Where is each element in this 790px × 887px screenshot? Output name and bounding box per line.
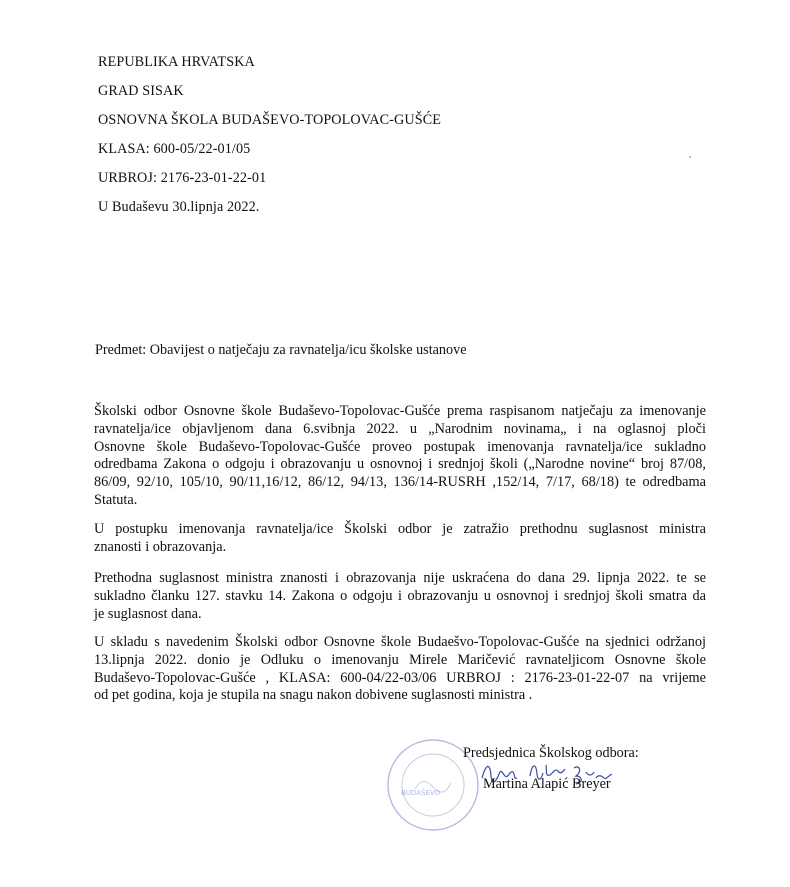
paragraph-line: Školski odbor Osnovne škole Budaševo-Topolovac-Gušće prema raspisanom natječaju za imenovanje [94,403,706,419]
paragraph-line: Prethodna suglasnost ministra znanosti i obrazovanja nije uskraćena do dana 29. lipnja 2022. te se [94,570,706,586]
paragraph-line: je suglasnost dana. [94,605,202,622]
paragraph-line: odredbama Zakona o odgoju i obrazovanju u osnovnoj i srednjoj školi („Narodne novine“ broj 87/08, [94,456,706,473]
paragraph-line: Osnovne škole Budaševo-Topolovac-Gušće proveo postupak imenovanja ravnatelja/ice sukladno [94,438,706,455]
paragraph-line: 13.lipnja 2022. donio je Odluku o imenovanju Mirele Maričević ravnateljicom Osnovne škole [94,651,706,668]
paragraph-line: sukladno članku 127. stavku 14. Zakona o odgoju i obrazovanju u osnovnoj i srednjoj školi smatra da [94,587,706,604]
paragraph-line: Statuta. [94,491,138,508]
header-school-name: OSNOVNA ŠKOLA BUDAŠEVO-TOPOLOVAC-GUŠĆE [98,112,442,128]
paragraph-line: znanosti i obrazovanja. [94,538,227,555]
signatory-name: Martina Alapić Breyer [483,776,611,792]
paragraph-line: od pet godina, koja je stupila na snagu nakon dobivene suglasnosti ministra . [94,687,533,704]
scan-speck [689,156,691,158]
header-place-date: U Budaševu 30.lipnja 2022. [98,199,260,215]
paragraph-line: 86/09, 92/10, 105/10, 90/11,16/12, 86/12, 94/13, 136/14-RUSRH ,152/14, 7/17, 68/18) te odredbama [94,474,706,491]
header-urbroj: URBROJ: 2176-23-01-22-01 [98,170,267,186]
header-country: REPUBLIKA HRVATSKA [98,54,255,70]
paragraph-appointment-decision [94,634,706,705]
paragraph-line: U postupku imenovanja ravnatelja/ice Školski odbor je zatražio prethodnu suglasnost ministra [94,521,706,537]
paragraph-appointment-procedure [94,403,706,510]
subject-line: Predmet: Obavijest o natječaju za ravnatelja/icu školske ustanove [95,342,467,358]
paragraph-line: U skladu s navedenim Školski odbor Osnovne škole Budaešvo-Topolovac-Gušće na sjednici održanoj [94,634,706,650]
paragraph-line: ravnatelja/ice objavljenom dana 6.svibnja 2022. u „Narodnim novinama„ i na oglasnoj ploči [94,420,706,437]
header-city: GRAD SISAK [98,83,184,99]
paragraph-ministry-consent-request [94,521,706,557]
signature-title: Predsjednica Školskog odbora: [463,745,639,761]
paragraph-line: Budaševo-Topolovac-Gušće , KLASA: 600-04/22-03/06 URBROJ : 2176-23-01-22-07 na vrijeme [94,669,706,686]
paragraph-consent-deemed-given [94,570,706,623]
header-klasa: KLASA: 600-05/22-01/05 [98,141,251,157]
svg-text:BUDAŠEVO: BUDAŠEVO [401,789,441,797]
